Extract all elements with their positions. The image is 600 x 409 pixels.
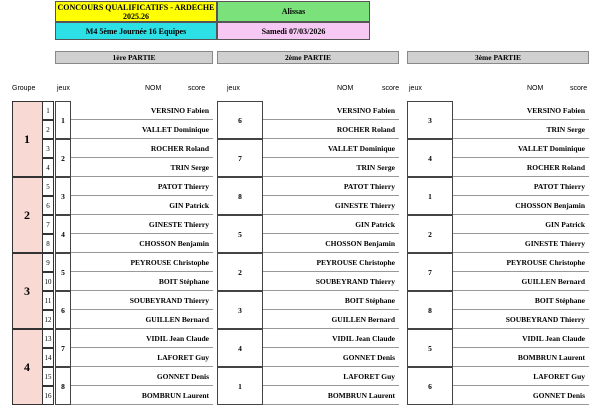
nom-column-header-1: NOM (145, 85, 162, 92)
partie-3-jeu-number: 1 (407, 177, 453, 215)
partie-2-team-name: SOUBEYRAND Thierry (263, 272, 399, 291)
partie-3-jeu-number: 5 (407, 329, 453, 367)
partie-2-jeu-number: 1 (217, 367, 263, 405)
partie-3-team-name: GINESTE Thierry (453, 234, 589, 253)
partie-1-team-name: CHOSSON Benjamin (71, 234, 213, 253)
concours-title: CONCOURS QUALIFICATIFS - ARDECHE 2025.26 (55, 1, 217, 22)
location-label: Alissas (217, 1, 370, 22)
partie-1-team-name: LAFORET Guy (71, 348, 213, 367)
partie-2-jeu-number: 2 (217, 253, 263, 291)
partie-3-team-name: SOUBEYRAND Thierry (453, 310, 589, 329)
score-column-header-1: score (188, 85, 206, 92)
partie-2-team-name: BOIT Stéphane (263, 291, 399, 310)
partie-1-team-name: SOUBEYRAND Thierry (71, 291, 213, 310)
nom-column-header-3: NOM (527, 85, 544, 92)
jeux-column-header-2: jeux (227, 85, 240, 92)
partie-3-jeu-number: 2 (407, 215, 453, 253)
partie-2-team-name: TRIN Serge (263, 158, 399, 177)
date-label: Samedi 07/03/2026 (217, 22, 370, 40)
team-number: 2 (42, 120, 54, 139)
partie-2-team-name: PATOT Thierry (263, 177, 399, 196)
partie-2-jeu-number: 8 (217, 177, 263, 215)
team-number: 4 (42, 158, 54, 177)
partie-1-team-name: GIN Patrick (71, 196, 213, 215)
partie-3-team-name: BOIT Stéphane (453, 291, 589, 310)
score-column-header-2: score (382, 85, 400, 92)
partie-2-team-name: ROCHER Roland (263, 120, 399, 139)
team-number: 8 (42, 234, 54, 253)
partie-1-team-name: GONNET Denis (71, 367, 213, 386)
team-number: 11 (42, 291, 54, 310)
partie-2-team-name: GIN Patrick (263, 215, 399, 234)
partie-2-team-name: BOMBRUN Laurent (263, 386, 399, 405)
partie-3-team-name: GUILLEN Bernard (453, 272, 589, 291)
partie-1-jeu-number: 4 (55, 215, 71, 253)
group-number: 1 (24, 131, 30, 146)
partie-1-jeu-number: 2 (55, 139, 71, 177)
partie-1-jeu-number: 3 (55, 177, 71, 215)
partie-2-jeu-number: 3 (217, 291, 263, 329)
partie-1-team-name: BOIT Stéphane (71, 272, 213, 291)
partie-2-jeu-number: 6 (217, 101, 263, 139)
partie-3-team-name: BOMBRUN Laurent (453, 348, 589, 367)
partie-3-team-name: VALLET Dominique (453, 139, 589, 158)
partie-1-team-name: PATOT Thierry (71, 177, 213, 196)
partie-3-team-name: CHOSSON Benjamin (453, 196, 589, 215)
team-number: 6 (42, 196, 54, 215)
partie-1-team-name: GINESTE Thierry (71, 215, 213, 234)
partie-3-jeu-number: 3 (407, 101, 453, 139)
partie-2-team-name: VALLET Dominique (263, 139, 399, 158)
group-number: 4 (24, 359, 30, 374)
partie-3-jeu-number: 6 (407, 367, 453, 405)
partie-2-team-name: GONNET Denis (263, 348, 399, 367)
partie-2-jeu-number: 5 (217, 215, 263, 253)
partie-2-team-name: GUILLEN Bernard (263, 310, 399, 329)
partie-2-team-name: VERSINO Fabien (263, 101, 399, 120)
score-column-header-3: score (570, 85, 588, 92)
partie-3-team-name: LAFORET Guy (453, 367, 589, 386)
partie-1-team-name: VERSINO Fabien (71, 101, 213, 120)
edition-label: M4 5ème Journée 16 Equipes (55, 22, 217, 40)
partie-3-team-name: PATOT Thierry (453, 177, 589, 196)
partie-2-team-name: GINESTE Thierry (263, 196, 399, 215)
partie-1-jeu-number: 8 (55, 367, 71, 405)
partie-3-team-name: ROCHER Roland (453, 158, 589, 177)
team-number: 13 (42, 329, 54, 348)
partie-1-team-name: VIDIL Jean Claude (71, 329, 213, 348)
partie-2-team-name: LAFORET Guy (263, 367, 399, 386)
partie-2-header: 2ème PARTIE (217, 51, 399, 64)
partie-3-jeu-number: 8 (407, 291, 453, 329)
partie-1-jeu-number: 1 (55, 101, 71, 139)
team-number: 15 (42, 367, 54, 386)
team-number: 10 (42, 272, 54, 291)
team-number: 16 (42, 386, 54, 405)
partie-3-jeu-number: 7 (407, 253, 453, 291)
nom-column-header-2: NOM (337, 85, 354, 92)
partie-1-team-name: BOMBRUN Laurent (71, 386, 213, 405)
partie-3-team-name: GONNET Denis (453, 386, 589, 405)
partie-3-header: 3ème PARTIE (407, 51, 589, 64)
partie-3-team-name: GIN Patrick (453, 215, 589, 234)
team-number: 9 (42, 253, 54, 272)
groupe-column-header: Groupe (12, 85, 36, 92)
partie-2-team-name: CHOSSON Benjamin (263, 234, 399, 253)
partie-1-team-name: TRIN Serge (71, 158, 213, 177)
partie-1-team-name: PEYROUSE Christophe (71, 253, 213, 272)
partie-3-team-name: VERSINO Fabien (453, 101, 589, 120)
group-number: 3 (24, 283, 30, 298)
team-number: 3 (42, 139, 54, 158)
partie-2-team-name: VIDIL Jean Claude (263, 329, 399, 348)
group-number: 2 (24, 207, 30, 222)
partie-3-team-name: VIDIL Jean Claude (453, 329, 589, 348)
partie-1-team-name: ROCHER Roland (71, 139, 213, 158)
partie-3-team-name: PEYROUSE Christophe (453, 253, 589, 272)
partie-2-jeu-number: 7 (217, 139, 263, 177)
jeux-column-header-3: jeux (409, 85, 422, 92)
partie-3-team-name: TRIN Serge (453, 120, 589, 139)
partie-2-team-name: PEYROUSE Christophe (263, 253, 399, 272)
team-number: 14 (42, 348, 54, 367)
partie-1-header: 1ère PARTIE (55, 51, 213, 64)
partie-1-jeu-number: 7 (55, 329, 71, 367)
partie-1-jeu-number: 6 (55, 291, 71, 329)
team-number: 1 (42, 101, 54, 120)
team-number: 5 (42, 177, 54, 196)
team-number: 7 (42, 215, 54, 234)
partie-1-team-name: GUILLEN Bernard (71, 310, 213, 329)
partie-2-jeu-number: 4 (217, 329, 263, 367)
partie-3-jeu-number: 4 (407, 139, 453, 177)
partie-1-jeu-number: 5 (55, 253, 71, 291)
jeux-column-header-1: jeux (57, 85, 70, 92)
team-number: 12 (42, 310, 54, 329)
partie-1-team-name: VALLET Dominique (71, 120, 213, 139)
